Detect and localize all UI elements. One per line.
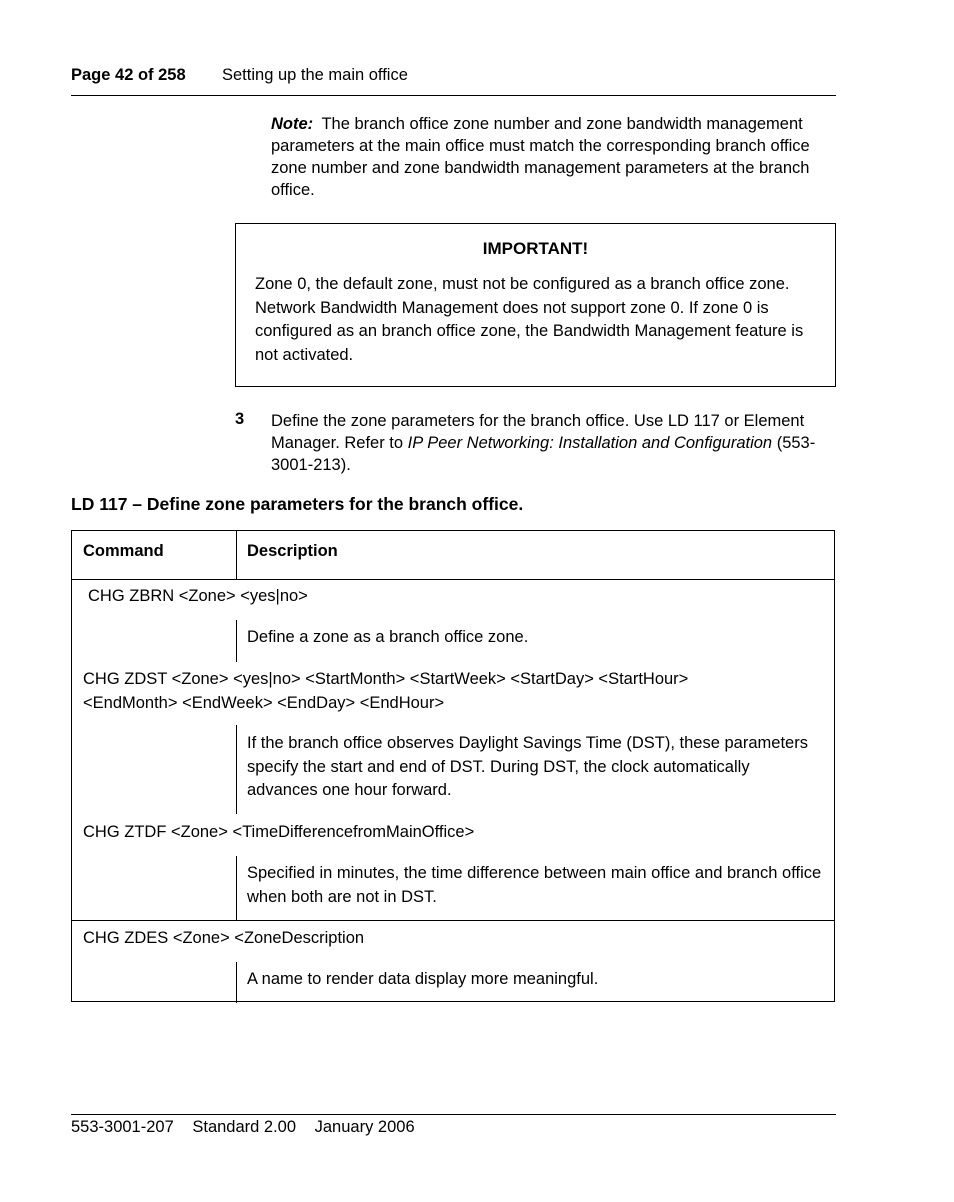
description-zbrn: Define a zone as a branch office zone. — [247, 628, 529, 646]
column-header-description: Description — [247, 542, 338, 560]
important-callout — [235, 223, 836, 387]
footer-rule — [71, 1114, 836, 1115]
command-ztdf: CHG ZTDF <Zone> <TimeDifferencefromMainOffice> — [83, 823, 475, 841]
section-title: Setting up the main office — [222, 66, 408, 84]
step-text-before: Define the zone parameters for the branch office. Use LD 117 or Element Manager. Refer to — [271, 412, 805, 452]
row-rule — [72, 920, 834, 921]
description-ztdf: Specified in minutes, the time difference between main office and branch office when both are not in DST. — [247, 864, 822, 906]
command-zdes: CHG ZDES <Zone> <ZoneDescription — [83, 929, 365, 947]
description-zdst: If the branch office observes Daylight Savings Time (DST), these parameters specify the start and end of DST. During DST, the clock automatically advances one hour forward. — [247, 734, 808, 799]
footer-standard: Standard 2.00 — [192, 1118, 297, 1136]
note-paragraph — [271, 113, 837, 201]
row-divider — [236, 620, 237, 662]
header-bottom-rule — [72, 579, 834, 580]
description-zdes: A name to render data display more meaningful. — [247, 970, 599, 988]
footer — [71, 1118, 429, 1137]
important-title: IMPORTANT! — [482, 239, 589, 258]
table-caption: LD 117 – Define zone parameters for the branch office. — [71, 494, 524, 514]
row-divider — [236, 725, 237, 814]
page-number: Page 42 of 258 — [71, 66, 186, 84]
command-zdst — [83, 668, 823, 715]
step-reference: IP Peer Networking: Installation and Configuration — [407, 434, 773, 452]
step-text — [271, 410, 837, 476]
note-label: Note: — [271, 115, 314, 133]
header-divider — [236, 531, 237, 579]
important-body: Zone 0, the default zone, must not be configured as a branch office zone. Network Bandwidth Management does not support zone 0. If zone 0 is configured as an branch office zone, the Bandwidth Management feature is not activated. — [255, 275, 804, 364]
row-divider — [236, 962, 237, 1003]
column-header-command: Command — [83, 542, 164, 560]
row-divider — [236, 856, 237, 920]
command-zdst-line2: <EndMonth> <EndWeek> <EndDay> <EndHour> — [83, 693, 445, 712]
note-text: The branch office zone number and zone bandwidth management parameters at the main office must match the corresponding branch office zone number and zone bandwidth management parameters at the branch office. — [271, 115, 810, 199]
command-zbrn: CHG ZBRN <Zone> <yes|no> — [88, 587, 308, 605]
footer-date: January 2006 — [314, 1118, 415, 1136]
step-text-after: (553-3001-213). — [271, 434, 816, 474]
command-table — [71, 530, 835, 1002]
footer-doc-number: 553-3001-207 — [71, 1118, 174, 1136]
header-rule — [71, 95, 836, 96]
command-zdst-line1: CHG ZDST <Zone> <yes|no> <StartMonth> <StartWeek> <StartDay> <StartHour> — [83, 670, 689, 688]
step-number: 3 — [235, 410, 245, 428]
